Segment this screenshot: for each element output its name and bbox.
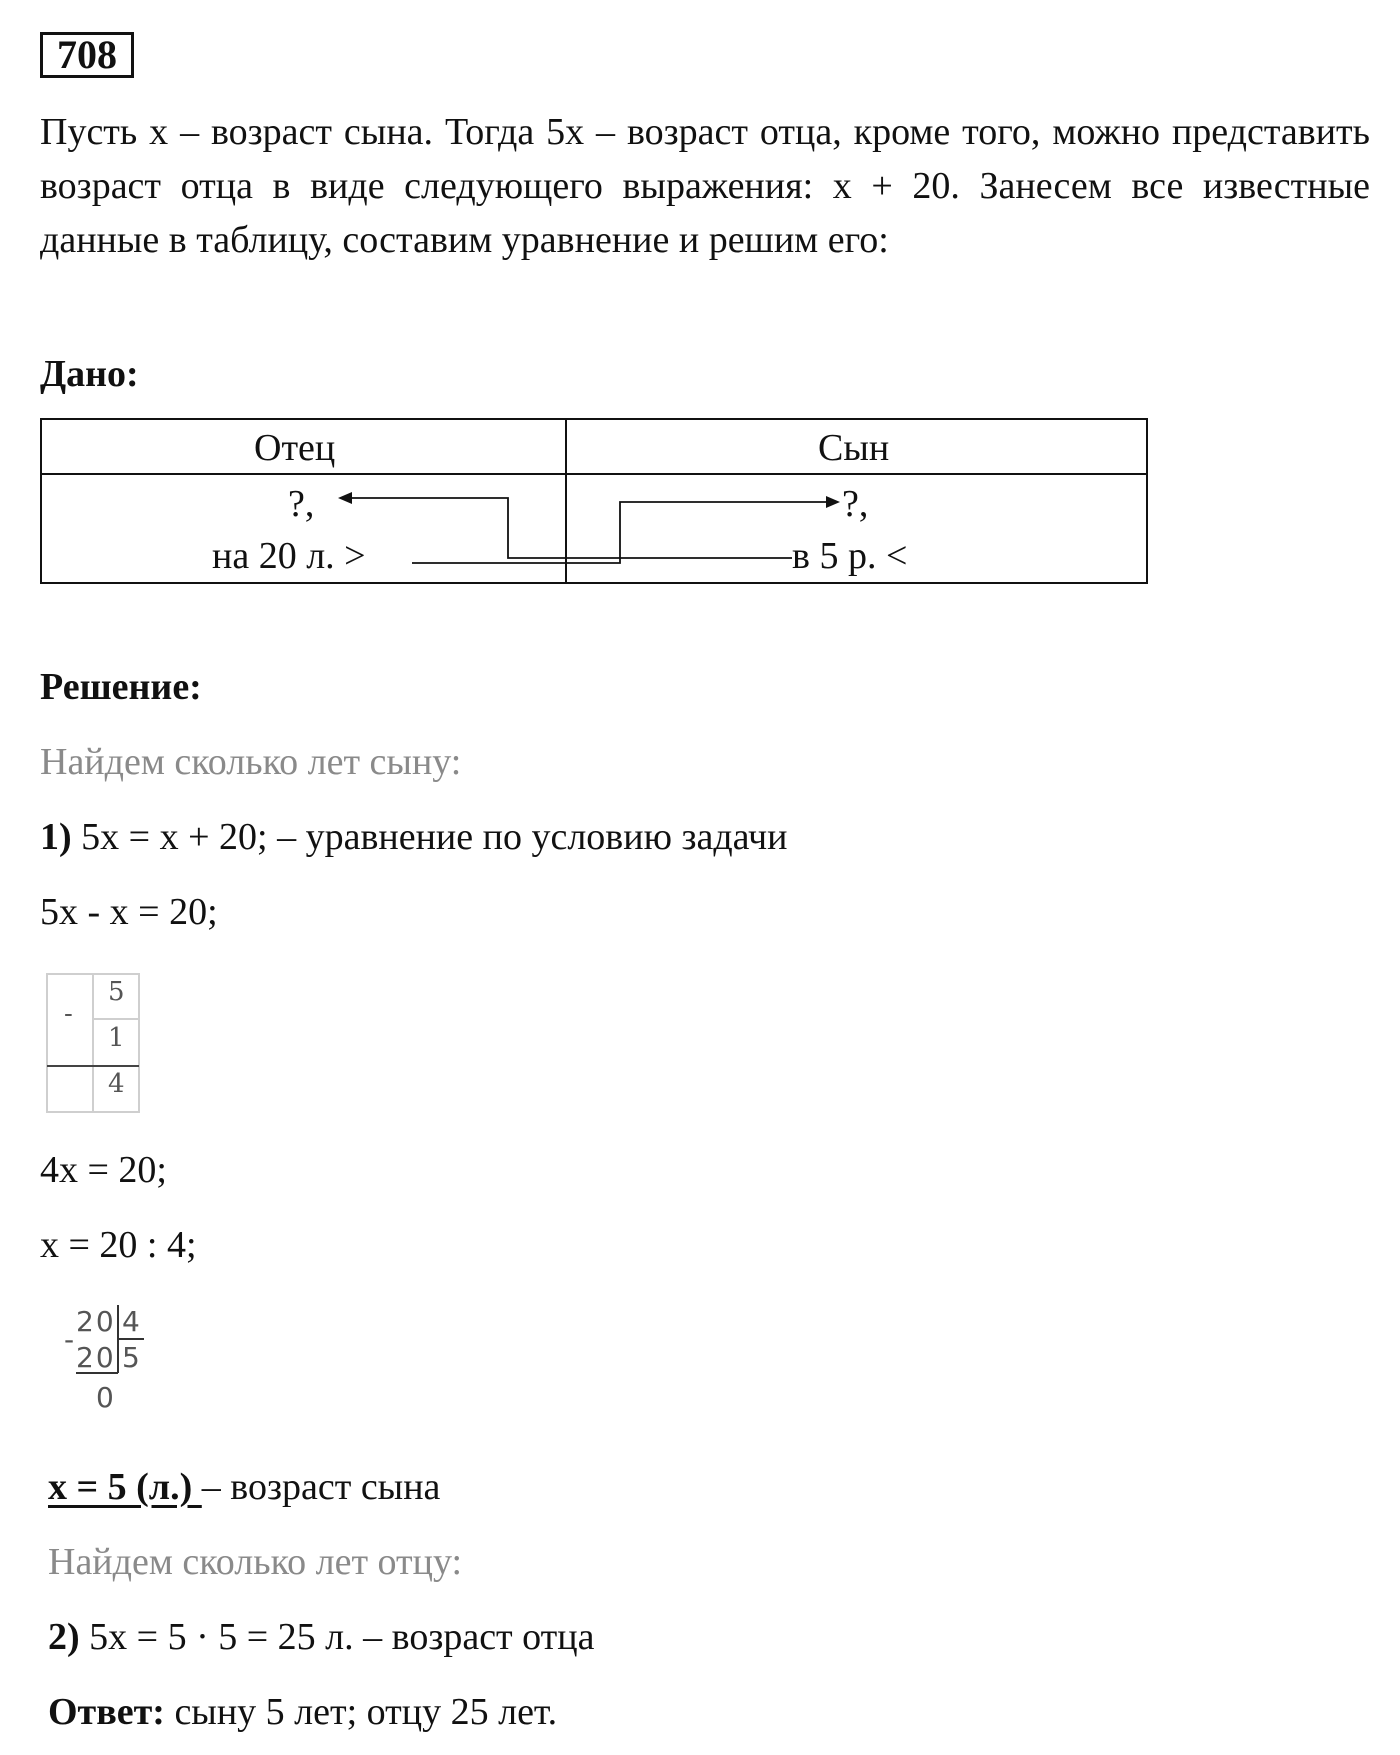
arrow-to-father-line (352, 498, 792, 558)
subtraction-sign: - (64, 999, 73, 1029)
division-remainder: 0 (96, 1381, 116, 1414)
arrow-to-father-head (338, 492, 352, 504)
equation-4: х = 20 : 4; (40, 1224, 197, 1266)
arrow-to-son-head (826, 496, 840, 508)
subtraction-top: 5 (108, 977, 125, 1007)
subtraction-result: 4 (108, 1069, 125, 1099)
find-son-text: Найдем сколько лет сыну: (40, 741, 462, 783)
answer-line (48, 1690, 557, 1734)
father-relation: на 20 л. > (212, 535, 366, 577)
answer-label: Ответ: (48, 1691, 165, 1733)
long-division (62, 1303, 162, 1423)
given-table (40, 418, 1149, 585)
equation-2: 5х - х = 20; (40, 891, 218, 933)
son-unknown: ?, (842, 483, 869, 525)
son-answer (48, 1465, 440, 1509)
division-divisor: 4 (122, 1305, 142, 1338)
equation-3: 4х = 20; (40, 1149, 167, 1191)
column-father: Отец (254, 427, 336, 469)
intro-paragraph: Пусть х – возраст сына. Тогда 5х – возраст отца, кроме того, можно представить возраст отца в виде следующего выражения: х + 20. Занесем все известные данные в таблицу, составим уравнение и решим его: (40, 111, 1370, 261)
step-1-text: 5х = х + 20; – уравнение по условию задачи (71, 816, 788, 858)
given-table-lines (40, 418, 1149, 585)
father-unknown: ?, (288, 483, 315, 525)
find-father-text: Найдем сколько лет отцу: (48, 1541, 463, 1583)
given-heading: Дано: (40, 353, 139, 395)
step-1 (40, 815, 787, 859)
arrow-to-son-line (412, 502, 826, 563)
division-subtrahend: 20 (76, 1341, 116, 1374)
division-dividend: 20 (76, 1305, 116, 1338)
son-answer-value: х = 5 (л.) (48, 1466, 202, 1508)
step-1-label: 1) (40, 816, 72, 858)
solution-heading: Решение: (40, 666, 202, 708)
column-son: Сын (818, 427, 890, 469)
answer-text: сыну 5 лет; отцу 25 лет. (164, 1691, 558, 1733)
subtraction-grid-lines (46, 973, 141, 1114)
step-2 (48, 1615, 594, 1659)
division-minus: - (64, 1323, 77, 1356)
subtraction-grid (46, 973, 141, 1114)
division-quotient: 5 (122, 1341, 142, 1374)
step-2-label: 2) (48, 1616, 80, 1658)
step-2-text: 5х = 5 · 5 = 25 л. – возраст отца (79, 1616, 595, 1658)
task-number: 708 (40, 32, 134, 78)
subtraction-middle: 1 (108, 1023, 125, 1053)
son-relation: в 5 р. < (792, 535, 908, 577)
son-answer-text: – возраст сына (201, 1466, 441, 1508)
